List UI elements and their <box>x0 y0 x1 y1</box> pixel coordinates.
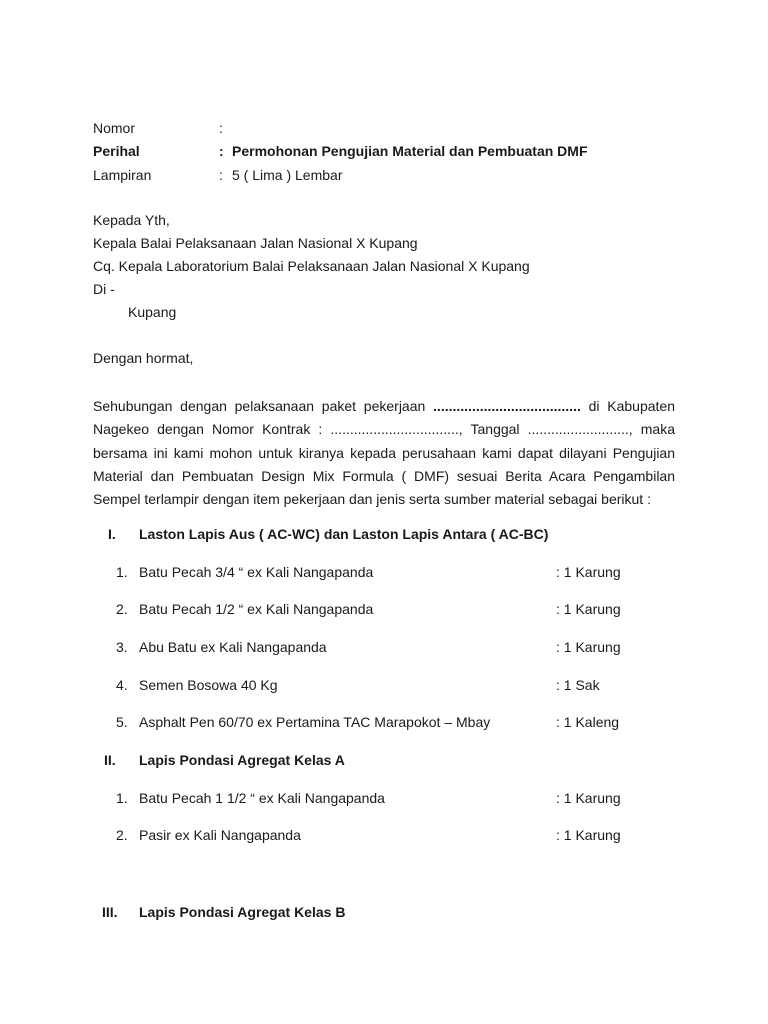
item-name: Asphalt Pen 60/70 ex Pertamina TAC Marapokot – Mbay <box>139 714 491 730</box>
perihal-value: Permohonan Pengujian Material dan Pembuatan DMF <box>232 143 588 159</box>
item-quantity: : 1 Karung <box>556 790 621 806</box>
body-text-part1: Sehubungan dengan pelaksanaan paket pekerjaan <box>93 398 434 414</box>
perihal-label: Perihal <box>93 143 140 159</box>
item-name: Abu Batu ex Kali Nangapanda <box>139 639 327 655</box>
perihal-separator: : <box>219 143 224 159</box>
item-quantity: : 1 Karung <box>556 601 621 617</box>
item-number: 1. <box>116 564 128 580</box>
lampiran-label: Lampiran <box>93 167 152 183</box>
body-paragraph <box>93 395 675 511</box>
item-quantity: : 1 Kaleng <box>556 714 620 730</box>
item-number: 2. <box>116 827 128 843</box>
section-numeral: I. <box>108 526 116 542</box>
item-number: 3. <box>116 639 128 655</box>
recipient-line: Di - <box>93 281 115 297</box>
body-text-part2: di Kabupaten Nagekeo dengan Nomor Kontrak : ................................., Tanggal .........................., maka bersama ini kami mohon untuk kiranya kepada perusahaan kami dapat dilayani Pengujian Material dan Pembuatan Design Mix Formula ( DMF) sesuai Berita Acara Pengambilan Sempel terlampir dengan item pekerjaan dan jenis serta sumber material sebagai berikut : <box>93 398 675 508</box>
item-name: Batu Pecah 1 1/2 “ ex Kali Nangapanda <box>139 790 385 806</box>
item-quantity: : 1 Karung <box>556 639 621 655</box>
item-name: Batu Pecah 3/4 “ ex Kali Nangapanda <box>139 564 374 580</box>
lampiran-value: 5 ( Lima ) Lembar <box>232 167 343 183</box>
nomor-label: Nomor <box>93 120 136 136</box>
item-name: Batu Pecah 1/2 “ ex Kali Nangapanda <box>139 601 374 617</box>
item-quantity: : 1 Karung <box>556 827 621 843</box>
item-name: Pasir ex Kali Nangapanda <box>139 827 301 843</box>
nomor-separator: : <box>219 120 223 136</box>
section-title: Lapis Pondasi Agregat Kelas A <box>139 752 345 768</box>
section-title: Lapis Pondasi Agregat Kelas B <box>139 904 346 920</box>
section-title: Laston Lapis Aus ( AC-WC) dan Laston Lapis Antara ( AC-BC) <box>139 526 549 542</box>
item-quantity: : 1 Sak <box>556 677 600 693</box>
greeting: Dengan hormat, <box>93 350 194 366</box>
section-numeral: III. <box>102 904 118 920</box>
item-number: 1. <box>116 790 128 806</box>
item-number: 4. <box>116 677 128 693</box>
project-name-blank: ...................................... <box>433 398 581 414</box>
section-numeral: II. <box>104 752 116 768</box>
item-number: 2. <box>116 601 128 617</box>
recipient-line: Kepada Yth, <box>93 212 170 228</box>
item-name: Semen Bosowa 40 Kg <box>139 677 278 693</box>
recipient-line: Cq. Kepala Laboratorium Balai Pelaksanaan Jalan Nasional X Kupang <box>93 258 530 274</box>
item-number: 5. <box>116 714 128 730</box>
recipient-city: Kupang <box>128 304 177 320</box>
lampiran-separator: : <box>219 167 223 183</box>
recipient-line: Kepala Balai Pelaksanaan Jalan Nasional X Kupang <box>93 235 418 251</box>
item-quantity: : 1 Karung <box>556 564 621 580</box>
